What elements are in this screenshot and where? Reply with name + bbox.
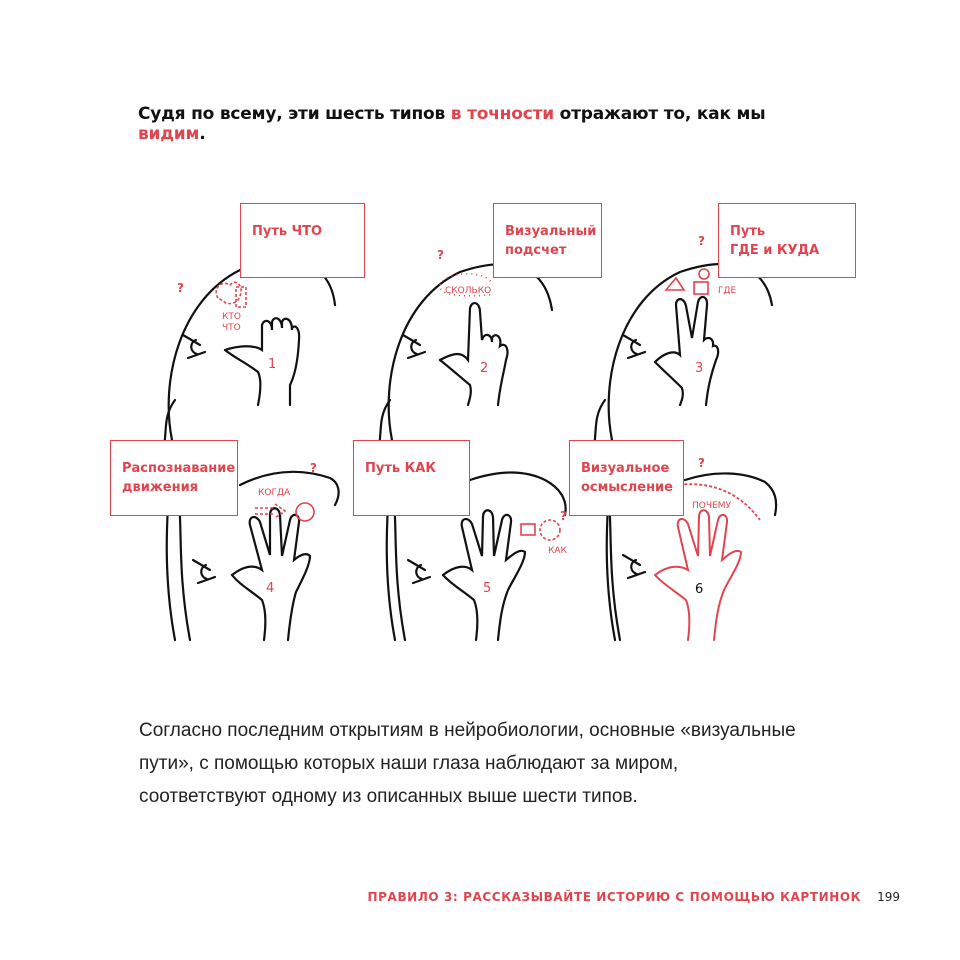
panel-number-6: 6 [695, 582, 704, 597]
head-drawing-4 [160, 400, 339, 640]
panel-label-box-4 [110, 440, 238, 516]
head-drawing-5 [375, 400, 566, 640]
doodle-text-kak: КАК [548, 546, 567, 556]
panel-title-line2: движения [122, 480, 199, 495]
doodle-text-chto: ЧТО [222, 323, 241, 333]
panel-title: Путь КАК [365, 461, 436, 476]
panel-title: Визуальное [581, 461, 670, 476]
panel-number-3: 3 [695, 361, 704, 376]
running-title: ПРАВИЛО 3: РАССКАЗЫВАЙТЕ ИСТОРИЮ С ПОМОЩЬЮ КАРТИНОК [367, 890, 862, 904]
headline-part: Судя по всему, эти шесть типов [138, 104, 451, 124]
panel-label-box-1 [240, 203, 365, 278]
red-hand-drawing-6 [655, 510, 741, 640]
question-mark: ? [177, 281, 184, 295]
page-footer [368, 890, 900, 904]
panel-title-line2: ГДЕ и КУДА [730, 243, 820, 258]
panel-number-5: 5 [483, 581, 492, 596]
panel-label-box-3 [718, 203, 856, 278]
question-mark: ? [560, 509, 567, 523]
panel-number-2: 2 [480, 361, 489, 376]
doodle-text-gde: ГДЕ [718, 286, 737, 296]
doodle-text-skolko: СКОЛЬКО [445, 286, 492, 296]
body-paragraph [139, 714, 859, 813]
question-mark: ? [698, 456, 705, 470]
headline-part: отражают то, как мы [553, 104, 766, 124]
panel-title-line2: подсчет [505, 243, 567, 258]
body-line: Согласно последним открытиям в нейробиологии, основные «визуальные [139, 720, 796, 741]
panel-title: Путь ЧТО [252, 224, 323, 239]
panel-label-box-2 [493, 203, 602, 278]
doodle-text-pochemu: ПОЧЕМУ [692, 501, 731, 511]
panel-title-line2: осмысление [581, 480, 673, 495]
headline-highlight: в точности [450, 104, 554, 124]
panel-title: Путь [730, 224, 766, 239]
panel-number-1: 1 [268, 357, 277, 372]
panel-number-4: 4 [266, 581, 275, 596]
question-mark: ? [437, 248, 444, 262]
headline-highlight: видим [138, 124, 200, 144]
panel-label-box-6 [569, 440, 684, 516]
doodle-text-kogda: КОГДА [258, 488, 291, 498]
body-line: соответствуют одному из описанных выше шести типов. [139, 786, 638, 807]
panel-title: Визуальный [505, 224, 597, 239]
doodle-text-kto: КТО [222, 312, 241, 322]
headline-part: . [199, 124, 206, 144]
question-mark: ? [698, 234, 705, 248]
page-number: 199 [877, 890, 900, 904]
body-line: пути», с помощью которых наши глаза наблюдают за миром, [139, 753, 679, 774]
question-mark: ? [310, 461, 317, 475]
panel-label-box-5 [353, 440, 470, 516]
panel-title: Распознавание [122, 461, 236, 476]
